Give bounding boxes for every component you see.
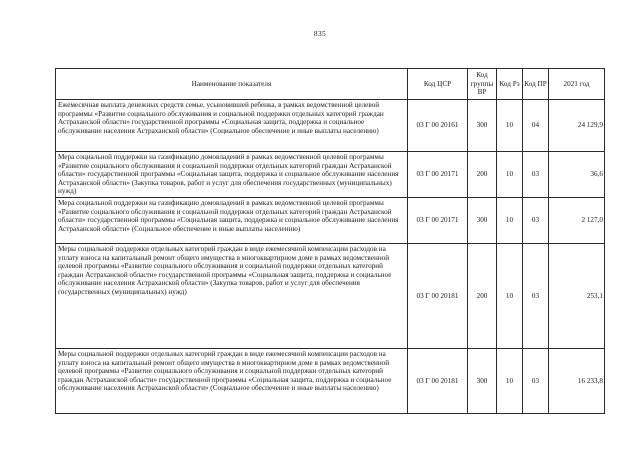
- row-amount: 16 233,8: [549, 349, 605, 414]
- row-pr: 03: [523, 244, 549, 349]
- row-rz: 10: [497, 244, 523, 349]
- row-pr: 03: [523, 152, 549, 198]
- header-year: 2021 год: [549, 69, 605, 100]
- row-csr: 03 Г 00 20161: [408, 100, 468, 152]
- header-vr: Код группы ВР: [468, 69, 497, 100]
- row-rz: 10: [497, 349, 523, 414]
- row-pr: 03: [523, 198, 549, 244]
- row-csr: 03 Г 00 20181: [408, 244, 468, 349]
- row-rz: 10: [497, 100, 523, 152]
- row-vr: 200: [468, 244, 497, 349]
- row-amount: 2 127,0: [549, 198, 605, 244]
- header-pr: Код ПР: [523, 69, 549, 100]
- row-csr: 03 Г 00 20171: [408, 152, 468, 198]
- row-rz: 10: [497, 198, 523, 244]
- row-vr: 300: [468, 198, 497, 244]
- row-vr: 200: [468, 152, 497, 198]
- row-csr: 03 Г 00 20181: [408, 349, 468, 414]
- table-row: [56, 244, 605, 349]
- table-row: [56, 100, 605, 152]
- row-name: Ежемесячная выплата денежных средств семье, усыновившей ребенка, в рамках ведомственной целевой программы «Развитие социального обслуживания и социальной поддержки отдельных категорий граждан Астраханской области» государственной программы «Социальная защита, поддержка и социальное обслуживание населения Астраханской области» (Социальное обеспечение и иные выплаты населению): [56, 100, 408, 152]
- row-amount: 36,6: [549, 152, 605, 198]
- header-rz: Код Рз: [497, 69, 523, 100]
- header-csr: Код ЦСР: [408, 69, 468, 100]
- row-amount: 24 129,9: [549, 100, 605, 152]
- header-name: Наименование показателя: [56, 69, 408, 100]
- page-number: 835: [313, 29, 327, 38]
- budget-table: [55, 68, 605, 414]
- table-row: [56, 198, 605, 244]
- row-name: Мера социальной поддержки на газификацию домовладений в рамках ведомственной целевой программы «Развитие социального обслуживания и социальной поддержки отдельных категорий граждан Астраханской области» государственной программы «Социальная защита, поддержка и социальное обслуживание населения Астраханской области» (Социальное обеспечение и иные выплаты населению): [56, 198, 408, 244]
- table-header-row: [56, 69, 605, 100]
- table-row: [56, 152, 605, 198]
- row-name: Меры социальной поддержки отдельных категорий граждан в виде ежемесячной компенсации расходов на уплату взноса на капитальный ремонт общего имущества в многоквартирном доме в рамках ведомственной целевой программы «Развитие социального обслуживания и социальной поддержки отдельных категорий граждан Астраханской области» государственной программы «Социальная защита, поддержка и социальное обслуживание населения Астраханской области» (Закупка товаров, работ и услуг для обеспечения государственных (муниципальных) нужд): [56, 244, 408, 349]
- row-pr: 04: [523, 100, 549, 152]
- row-name: Мера социальной поддержки на газификацию домовладений в рамках ведомственной целевой программы «Развитие социального обслуживания и социальной поддержки отдельных категорий граждан Астраханской области» государственной программы «Социальная защита, поддержка и социальное обслуживание населения Астраханской области» (Закупка товаров, работ и услуг для обеспечения государственных (муниципальных) нужд): [56, 152, 408, 198]
- row-vr: 300: [468, 100, 497, 152]
- row-pr: 03: [523, 349, 549, 414]
- row-rz: 10: [497, 152, 523, 198]
- row-amount: 253,1: [549, 244, 605, 349]
- table-row: [56, 349, 605, 414]
- row-csr: 03 Г 00 20171: [408, 198, 468, 244]
- row-vr: 300: [468, 349, 497, 414]
- row-name: Меры социальной поддержки отдельных категорий граждан в виде ежемесячной компенсации расходов на уплату взноса на капитальный ремонт общего имущества в многоквартирном доме в рамках ведомственной целевой программы «Развитие социального обслуживания и социальной поддержки отдельных категорий граждан Астраханской области» государственной программы «Социальная защита, поддержка и социальное обслуживание населения Астраханской области» (Социальное обеспечение и иные выплаты населению): [56, 349, 408, 414]
